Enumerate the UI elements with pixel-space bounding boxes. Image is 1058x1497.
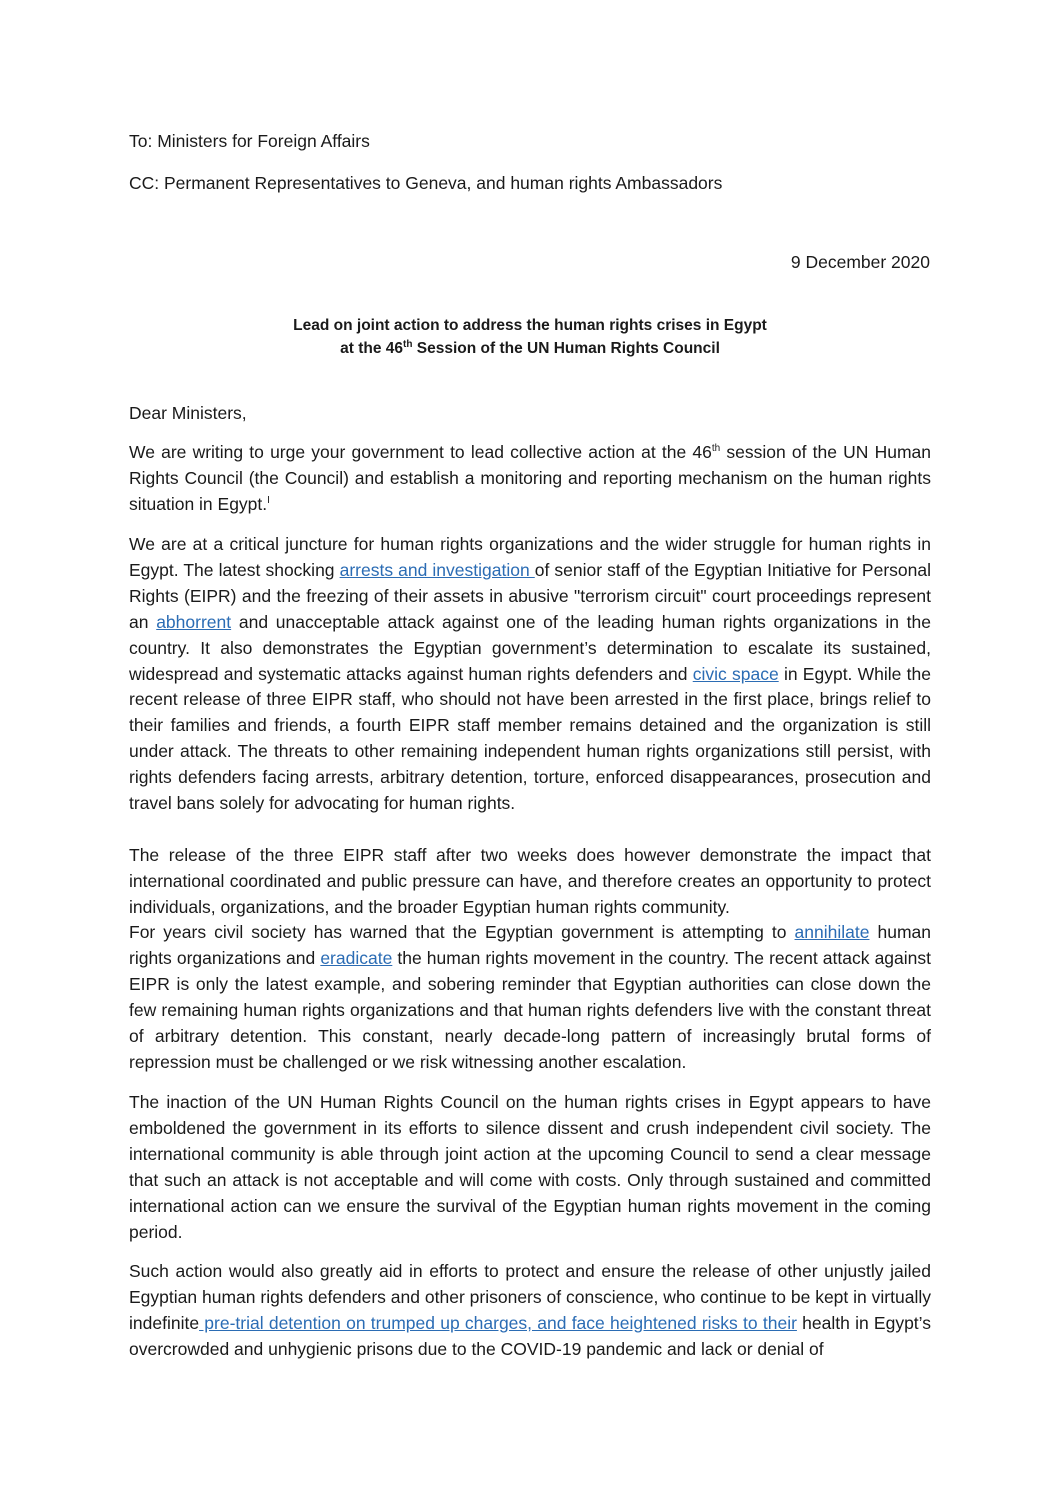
recipient-line: To: Ministers for Foreign Affairs	[129, 131, 370, 151]
paragraph-2-text-b: of senior staff of the Egyptian Initiative for Personal Rights (EIPR) and the freezing of their assets in abusive "terrorism circuit" court proceedings represent an	[129, 559, 931, 632]
paragraph-4	[129, 920, 931, 1075]
link-eradicate[interactable]: eradicate	[320, 947, 393, 968]
paragraph-1-text-b: session of the UN Human Rights Council (the Council) and establish a monitoring and reporting mechanism on the human rights situation in Egypt.	[129, 442, 931, 514]
paragraph-1	[129, 440, 931, 518]
letter-date: 9 December 2020	[790, 252, 930, 272]
paragraph-1-text-a: We are writing to urge your government to lead collective action at the 46	[129, 442, 712, 462]
paragraph-3	[129, 843, 931, 921]
paragraph-6-text-b: health in Egypt’s overcrowded and unhygienic prisons due to the COVID-19 pandemic and lack or denial of	[129, 1312, 931, 1359]
paragraph-5-text: The inaction of the UN Human Rights Council on the human rights crises in Egypt appears to have emboldened the government in its efforts to silence dissent and crush independent civil society. The international community is able through joint action at the upcoming Council to send a clear message that such an attack is not acceptable and will come with costs. Only through sustained and committed international action can we ensure the survival of the Egyptian human rights movement in the coming period.	[129, 1092, 931, 1242]
ordinal-suffix: th	[711, 443, 721, 455]
title-line-2-end: Session of the UN Human Rights Council	[412, 340, 720, 357]
footnote-marker[interactable]: I	[267, 494, 270, 506]
paragraph-5	[129, 1090, 931, 1245]
salutation: Dear Ministers,	[129, 403, 247, 423]
paragraph-6	[129, 1259, 931, 1363]
link-annihilate[interactable]: annihilate	[794, 922, 870, 942]
paragraph-2-text-c: and unacceptable attack against one of the leading human rights organizations in the country. It also demonstrates the Egyptian government’s determination to escalate its sustained, widespread and systematic attacks against human rights defenders and	[129, 611, 931, 684]
paragraph-4-text-c: the human rights movement in the country. The recent attack against EIPR is only the latest example, and sobering reminder that Egyptian authorities can close down the few remaining human rights organizations and that human rights defenders live with the constant threat of arbitrary detention. This constant, nearly decade-long pattern of increasingly brutal forms of repression must be challenged or we risk witnessing another escalation.	[129, 947, 932, 1072]
link-pre-trial-detention[interactable]: pre-trial detention on trumped up charges, and face heightened risks to their	[199, 1312, 797, 1333]
paragraph-2-text-d: in Egypt. While the recent release of three EIPR staff, who should not have been arrested in the first place, brings relief to their families and friends, a fourth EIPR staff member remains detained and the organization is still under attack. The threats to other remaining independent human rights organizations still persist, with rights defenders facing arrests, arbitrary detention, torture, enforced disappearances, prosecution and travel bans solely for advocating for human rights.	[129, 663, 931, 814]
link-civic-space[interactable]: civic space	[692, 663, 779, 684]
title-ordinal-suffix: th	[403, 338, 413, 350]
cc-line: CC: Permanent Representatives to Geneva, and human rights Ambassadors	[129, 173, 723, 193]
paragraph-4-text-a: For years civil society has warned that the Egyptian government is attempting to	[129, 922, 795, 942]
paragraph-2	[129, 532, 931, 817]
letter-title	[129, 314, 931, 360]
paragraph-2-text-a: We are at a critical juncture for human rights organizations and the wider struggle for human rights in Egypt. The latest shocking	[129, 534, 931, 580]
link-arrests-and-investigation[interactable]: arrests and investigation	[339, 559, 535, 580]
link-abhorrent[interactable]: abhorrent	[156, 611, 232, 632]
paragraph-6-text-a: Such action would also greatly aid in efforts to protect and ensure the release of other unjustly jailed Egyptian human rights defenders and other prisoners of conscience, who continue to be kept in virtually indefinite	[129, 1261, 931, 1333]
title-line-2-start: at the 46	[340, 340, 403, 357]
title-line-2	[129, 337, 931, 360]
title-line-1: Lead on joint action to address the human rights crises in Egypt	[293, 317, 767, 334]
paragraph-4-text-b: human rights organizations and	[129, 922, 931, 968]
paragraph-3-text: The release of the three EIPR staff after two weeks does however demonstrate the impact that international coordinated and public pressure can have, and therefore creates an opportunity to protect individuals, organizations, and the broader Egyptian human rights community.	[129, 845, 931, 917]
